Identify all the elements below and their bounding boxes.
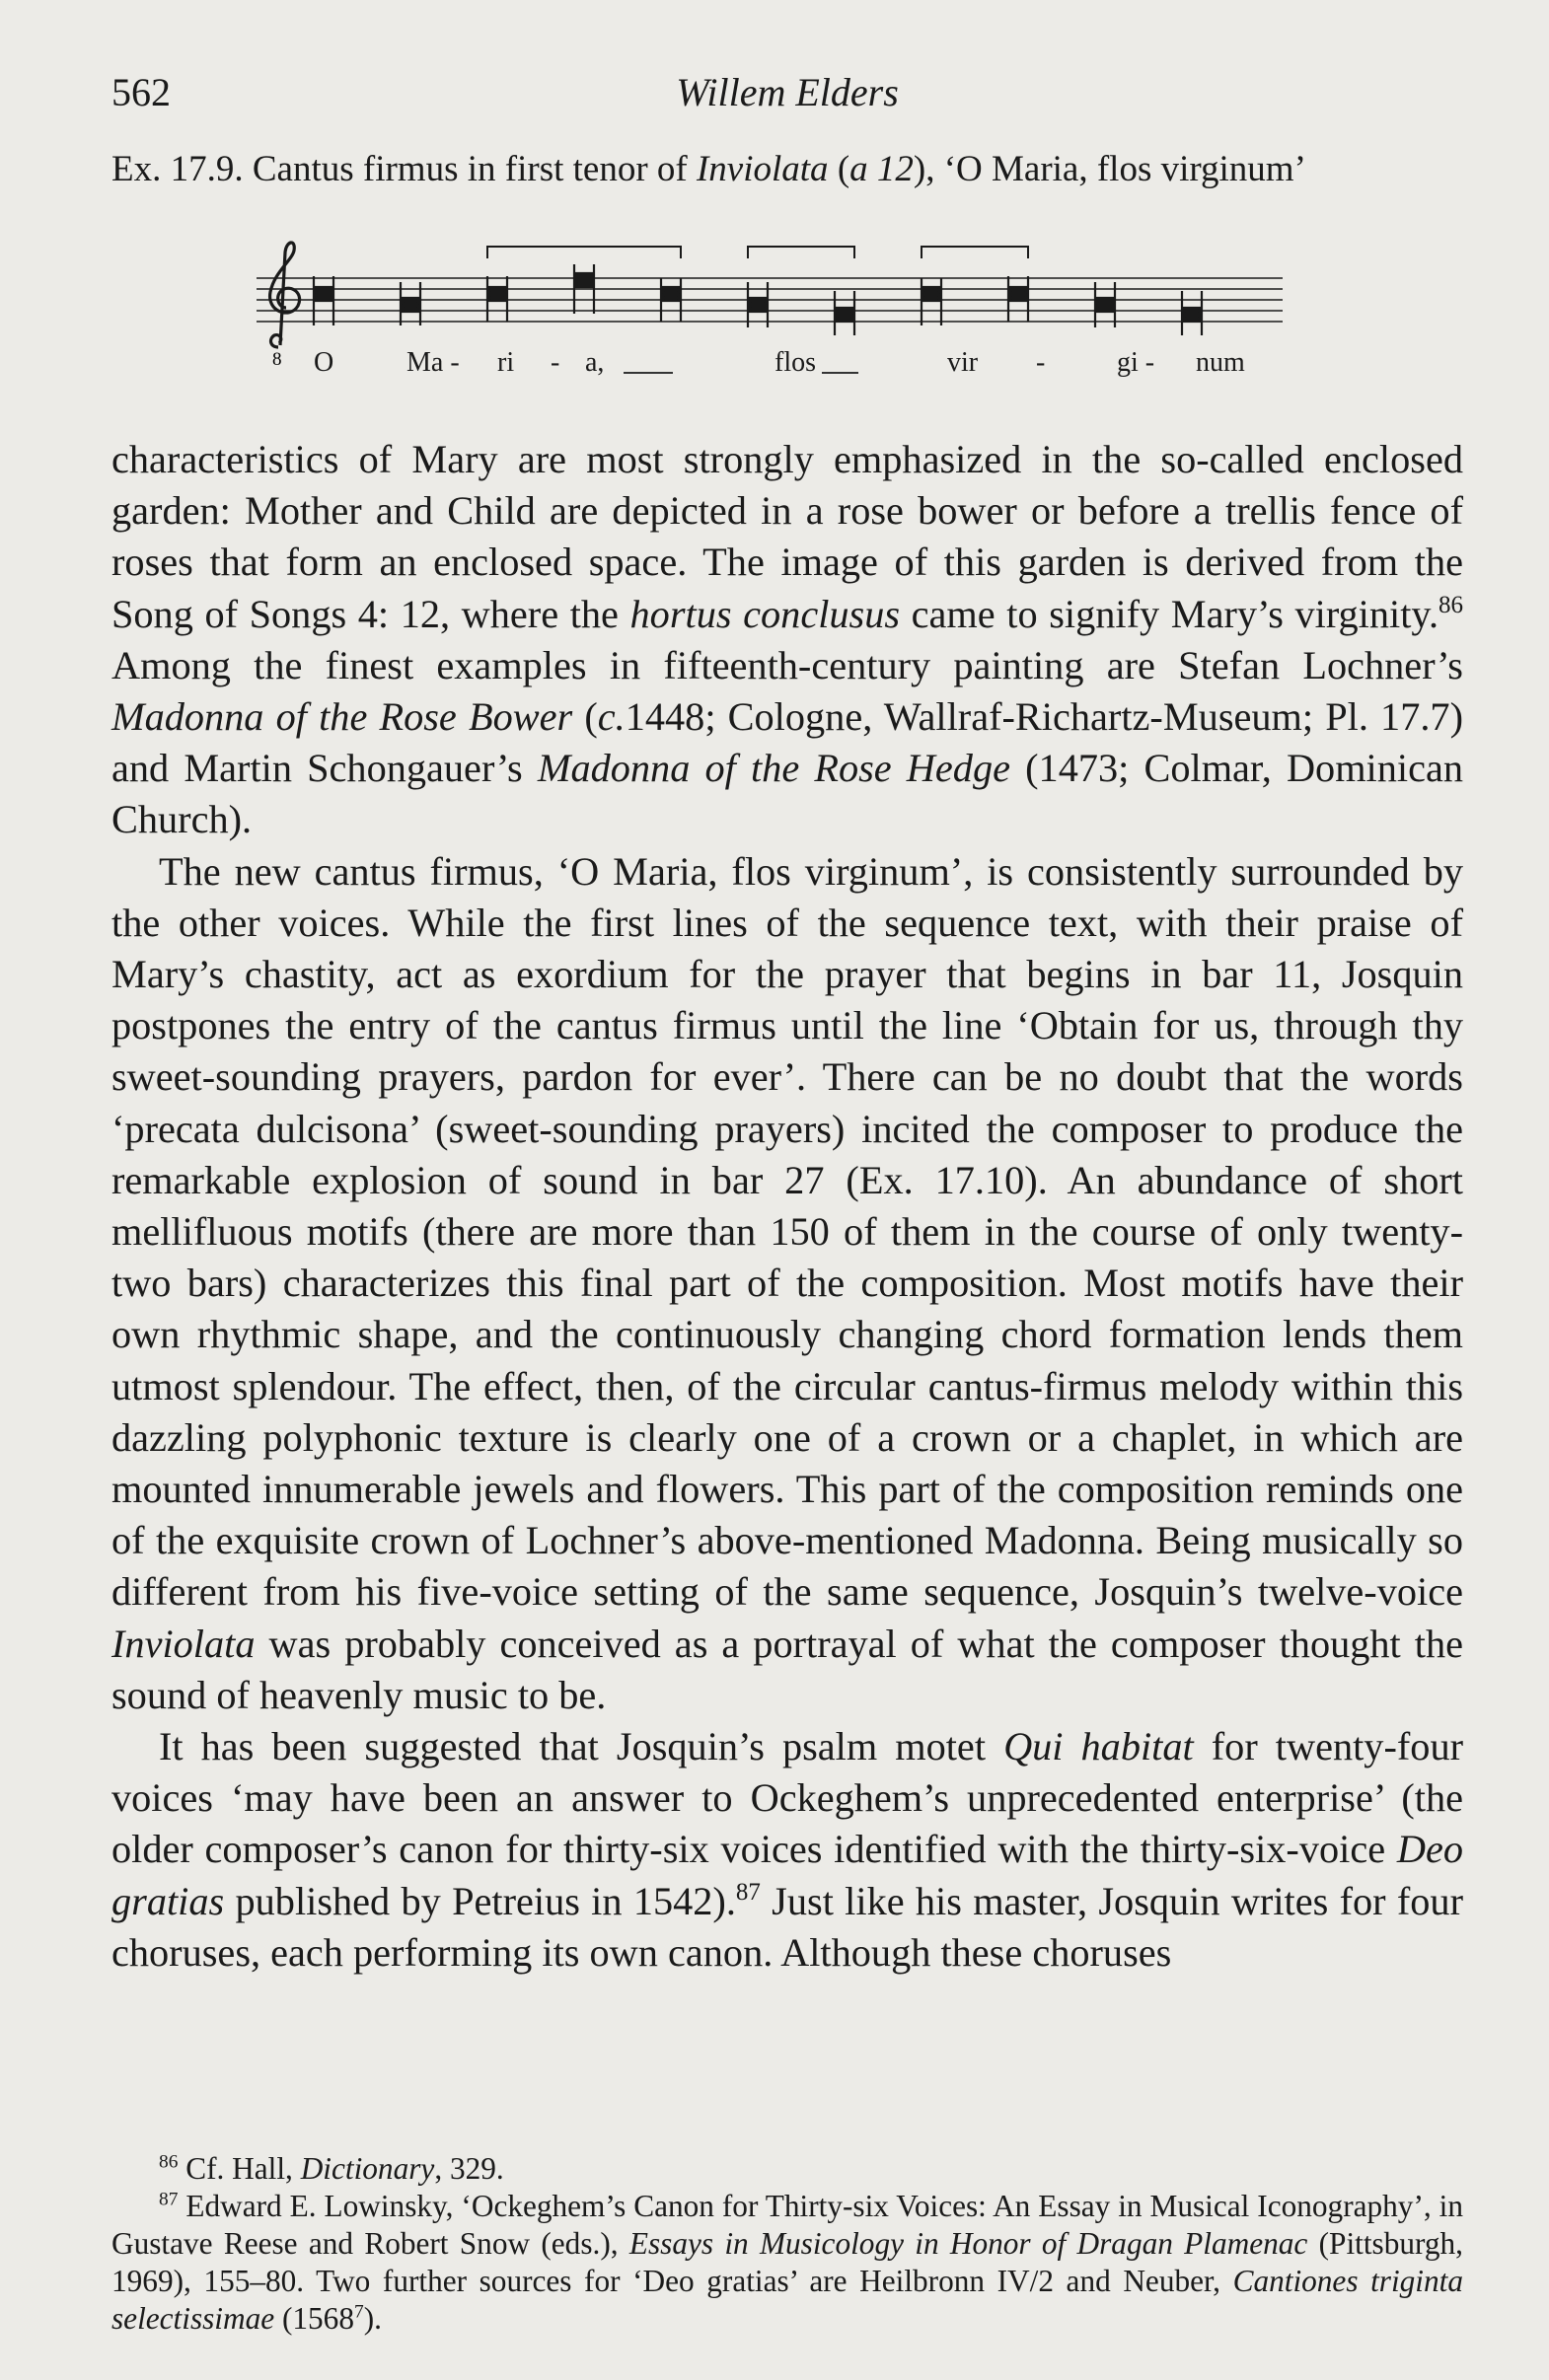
- italic-run: Deo gratias: [111, 1827, 1463, 1923]
- text-run: 1448; Cologne, Wallraf-Richartz-Museum; Pl. 17.7) and Martin Schongauer’s: [111, 694, 1463, 791]
- text-run: was probably conceived as a portrayal of what the composer thought the sound of heavenly music to be.: [111, 1621, 1463, 1717]
- note-reference: 86: [1438, 591, 1463, 618]
- syllable: a,: [585, 347, 605, 378]
- text-run: (1568: [274, 2301, 354, 2336]
- page-header: [111, 69, 1463, 128]
- running-head: Willem Elders: [676, 70, 899, 114]
- syllable: num: [1196, 347, 1245, 378]
- text-run: (: [572, 694, 598, 740]
- ligature-brackets: [487, 247, 1028, 258]
- text-run: (Pittsburgh, 1969), 155–80. Two further sources for ‘Deo gratias’ are Heilbronn IV/2 and Neuber,: [111, 2226, 1463, 2298]
- lyrics: [314, 347, 1245, 378]
- paragraph: [111, 846, 1463, 1721]
- italic-run: Madonna of the Rose Hedge: [537, 746, 1010, 791]
- body-text: [111, 434, 1463, 1979]
- footnotes: [111, 2150, 1463, 2338]
- syllable: ri: [497, 347, 515, 378]
- italic-run: hortus conclusus: [629, 591, 901, 636]
- italic-run: Essays in Musicology in Honor of Dragan Plamenac: [628, 2226, 1308, 2261]
- syllable: gi -: [1117, 347, 1155, 378]
- italic-run: c.: [597, 694, 626, 740]
- syllable: -: [551, 347, 560, 378]
- italic-run: Cantiones triginta selectissimae: [111, 2264, 1463, 2336]
- paragraph: [111, 434, 1463, 846]
- treble-clef-icon: [270, 243, 300, 347]
- clef-octave-number: 8: [272, 349, 282, 370]
- caption-text-between: (: [828, 149, 850, 189]
- caption-text-before: Cantus firmus in first tenor of: [243, 149, 697, 189]
- syllable: O: [314, 347, 334, 378]
- caption-work-title: Inviolata: [696, 149, 829, 189]
- footnote-86: [111, 2150, 1463, 2188]
- italic-run: Dictionary: [300, 2151, 435, 2186]
- text-run: Just like his master, Josquin writes for four choruses, each performing its own canon. Although these choruses: [111, 1878, 1464, 1975]
- text-run: , 329.: [434, 2151, 504, 2186]
- text-run: characteristics of Mary are most strongly emphasized in the so-called enclosed garden: Mother and Child are depicted in a rose bower or before a trellis fence of roses that form an enclosed space. The image of this garden is derived from the Song of Songs 4: 12, where the: [111, 437, 1463, 636]
- text-run: for twenty-four voices ‘may have been an answer to Ockeghem’s unprecedented enterprise’ (the older composer’s canon for thirty-six voices identified with the thirty-six-voice: [111, 1724, 1464, 1872]
- footnote-87: [111, 2188, 1463, 2338]
- caption-text-after: ), ‘O Maria, flos virginum’: [913, 149, 1306, 189]
- text-run: published by Petreius in 1542).: [224, 1878, 736, 1923]
- caption-scoring: a 12: [849, 149, 914, 189]
- text-run: (1473; Colmar, Dominican Church).: [111, 746, 1463, 842]
- text-run: Cf. Hall,: [178, 2151, 301, 2186]
- text-run: It has been suggested that Josquin’s psalm motet: [159, 1724, 1004, 1769]
- note-reference: 87: [159, 2189, 179, 2210]
- italic-run: Madonna of the Rose Bower: [111, 694, 573, 740]
- syllable: Ma -: [406, 347, 460, 378]
- syllable: vir: [947, 347, 979, 378]
- syllable: -: [1036, 347, 1046, 378]
- italic-run: Qui habitat: [1003, 1724, 1194, 1769]
- text-run: Among the finest examples in fifteenth-century painting are Stefan Lochner’s: [111, 642, 1463, 687]
- music-example: [257, 217, 1283, 385]
- paragraph: [111, 1721, 1463, 1979]
- syllable: flos: [774, 347, 816, 378]
- note-reference: 87: [735, 1878, 761, 1906]
- page-number: 562: [111, 70, 171, 114]
- text-run: came to signify Mary’s virginity.: [900, 591, 1439, 636]
- text-run: ).: [363, 2301, 382, 2336]
- text-run: The new cantus firmus, ‘O Maria, flos virginum’, is consistently surrounded by the other voices. While the first lines of the sequence text, with their praise of Mary’s chastity, act as exordium for the prayer that begins in bar 11, Josquin postpones the entry of the cantus firmus until the line ‘Obtain for us, through thy sweet-sounding prayers, pardon for ever’. There can be no doubt that the words ‘precata dulcisona’ (sweet-sounding prayers) incited the composer to produce the remarkable explosion of sound in bar 27 (Ex. 17.10). An abundance of short mellifluous motifs (there are more than 150 of them in the course of only twenty-two bars) characterizes this final part of the composition. Most motifs have their own rhythmic shape, and the continuously changing chord formation lends them utmost splendour. The effect, then, of the circular cantus-firmus melody within this dazzling polyphonic texture is clearly one of a crown or a chaplet, in which are mounted innumerable jewels and flowers. This part of the composition reminds one of the exquisite crown of Lochner’s above-mentioned Madonna. Being musically so different from his five-voice setting of the same sequence, Josquin’s twelve-voice: [111, 848, 1463, 1615]
- example-label: Ex. 17.9.: [111, 149, 244, 189]
- italic-run: Inviolata: [111, 1621, 256, 1666]
- note-reference: 7: [353, 2301, 364, 2323]
- text-run: Edward E. Lowinsky, ‘Ockeghem’s Canon for Thirty-six Voices: An Essay in Musical Iconography’, in Gustave Reese and Robert Snow (eds.),: [111, 2189, 1463, 2261]
- note-reference: 86: [159, 2151, 179, 2173]
- example-caption: [111, 148, 1463, 190]
